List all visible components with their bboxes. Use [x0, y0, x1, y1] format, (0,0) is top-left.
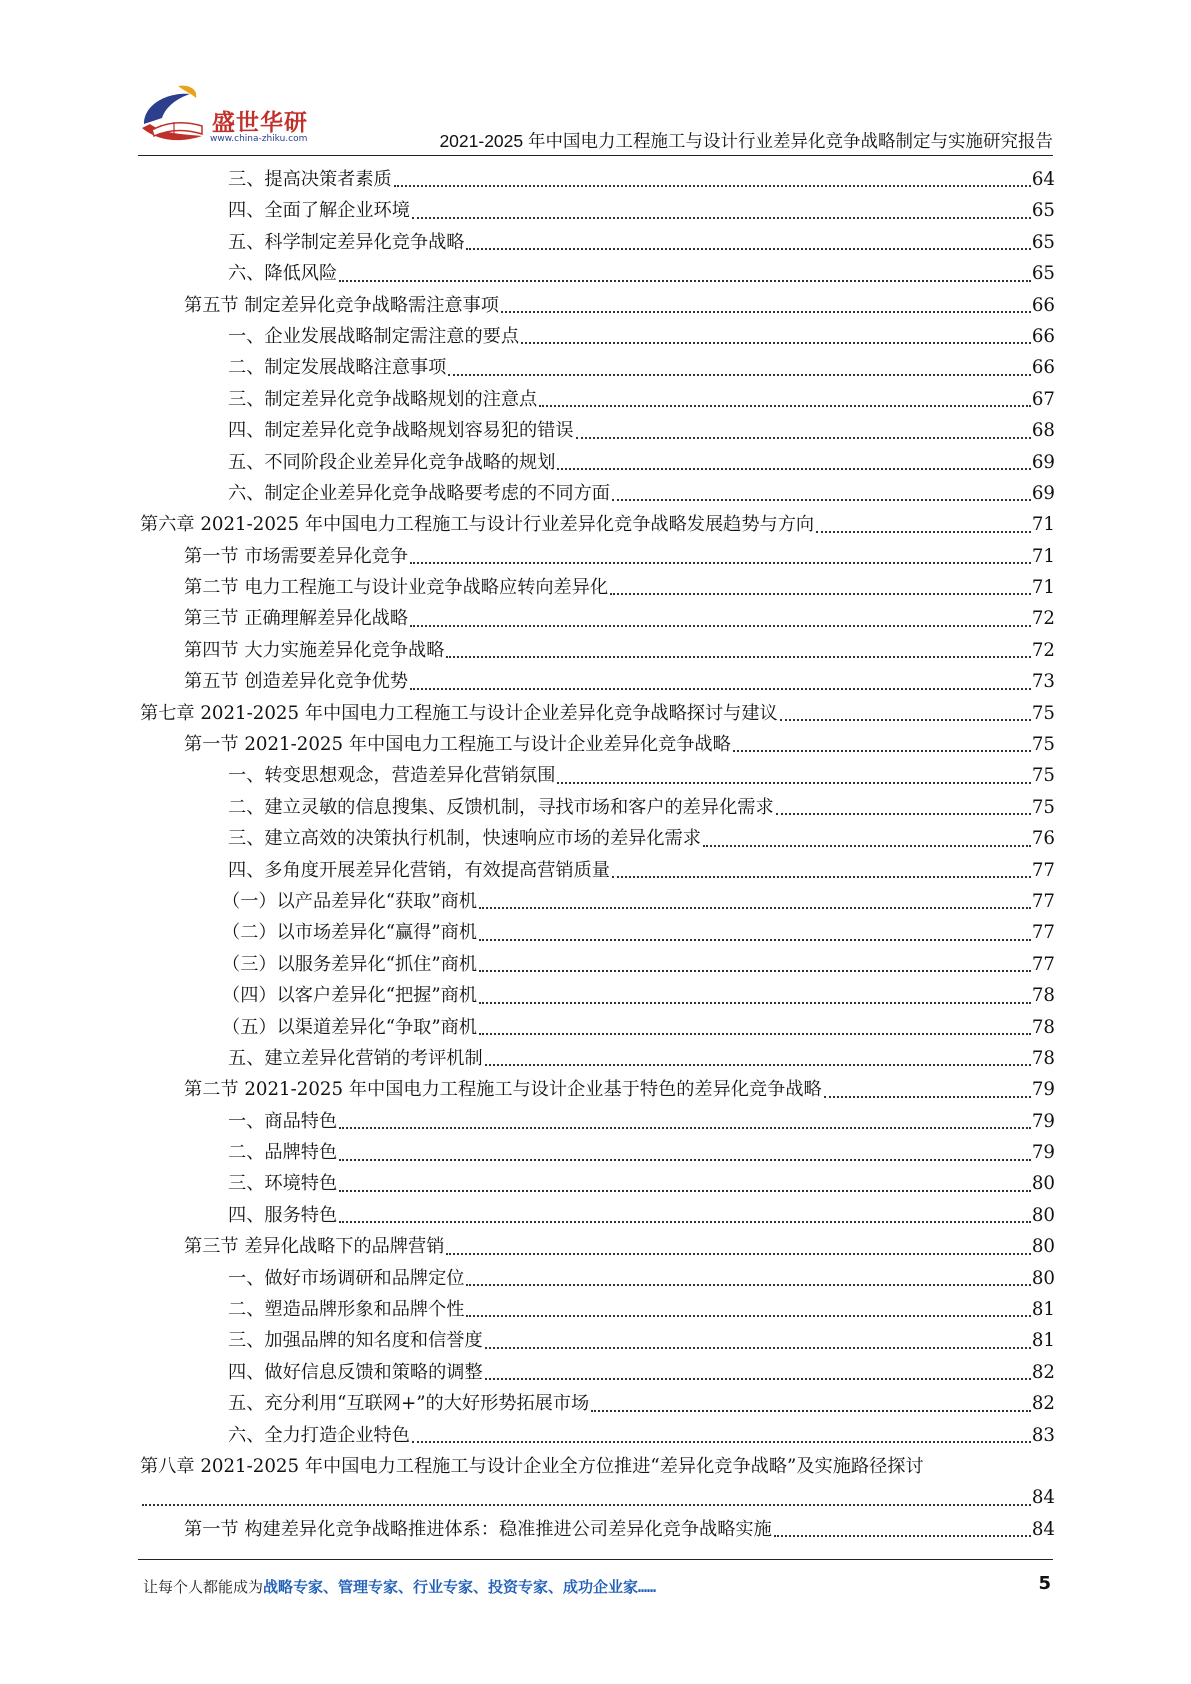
toc-dot-leader: [479, 970, 1031, 972]
toc-entry[interactable]: [140, 886, 1055, 917]
toc-entry-title: 二、品牌特色: [228, 1142, 338, 1164]
toc-entry[interactable]: [140, 447, 1055, 478]
toc-entry-page: 84: [1031, 1487, 1055, 1509]
toc-entry-page: 79: [1031, 1079, 1055, 1101]
toc-dot-leader: [539, 405, 1031, 407]
toc-entry-page: 77: [1031, 859, 1055, 881]
toc-entry-page: 82: [1031, 1361, 1055, 1383]
toc-entry-page: 77: [1031, 953, 1055, 975]
toc-entry-title: 第二节 2021-2025 年中国电力工程施工与设计企业基于特色的差异化竞争战略: [184, 1079, 822, 1101]
toc-entry[interactable]: [140, 352, 1055, 383]
toc-dot-leader: [412, 217, 1031, 219]
toc-entry-title: 三、提高决策者素质: [228, 168, 392, 190]
toc-entry[interactable]: [140, 760, 1055, 791]
toc-dot-leader: [612, 876, 1031, 878]
toc-entry-page: 80: [1031, 1267, 1055, 1289]
toc-dot-leader: [339, 1190, 1031, 1192]
toc-entry[interactable]: [140, 949, 1055, 980]
toc-dot-leader: [485, 1064, 1031, 1066]
footer-divider: [138, 1559, 1053, 1560]
toc-entry[interactable]: [140, 603, 1055, 634]
toc-entry[interactable]: [140, 917, 1055, 948]
toc-entry-title: 第八章 2021-2025 年中国电力工程施工与设计企业全方位推进“差异化竞争战略”及实施路径探讨: [140, 1456, 924, 1477]
toc-entry-title: 五、充分利用“互联网+”的大好形势拓展市场: [228, 1393, 590, 1415]
toc-dot-leader: [733, 750, 1031, 752]
toc-entry-page: 77: [1031, 922, 1055, 944]
toc-entry-title: 五、科学制定差异化竞争战略: [228, 231, 465, 253]
toc-dot-leader: [485, 1378, 1031, 1380]
toc-entry-page: 66: [1031, 357, 1055, 379]
toc-entry-page: 80: [1031, 1236, 1055, 1258]
toc-entry-title: 五、不同阶段企业差异化竞争战略的规划: [228, 451, 556, 473]
header-divider: [138, 155, 1053, 156]
toc-entry-title: 四、多角度开展差异化营销，有效提高营销质量: [228, 859, 610, 881]
toc-entry-page: 66: [1031, 294, 1055, 316]
toc-entry[interactable]: [140, 1012, 1055, 1043]
toc-entry[interactable]: [140, 572, 1055, 603]
toc-entry-page: 78: [1031, 985, 1055, 1007]
toc-dot-leader: [410, 625, 1031, 627]
toc-entry[interactable]: [140, 384, 1055, 415]
toc-dot-leader: [142, 1504, 1031, 1506]
toc-dot-leader: [410, 562, 1031, 564]
footer-slogan-prefix: 让每个人都能成为: [143, 1578, 264, 1596]
toc-dot-leader: [780, 719, 1031, 721]
toc-dot-leader: [466, 1315, 1030, 1317]
toc-entry[interactable]: [140, 1514, 1055, 1545]
toc-entry-title: 第六章 2021-2025 年中国电力工程施工与设计行业差异化竞争战略发展趋势与方向: [140, 514, 815, 536]
toc-entry-page: 65: [1031, 200, 1055, 222]
toc-entry-title: 六、制定企业差异化竞争战略要考虑的不同方面: [228, 482, 610, 504]
toc-entry-page: 81: [1031, 1299, 1055, 1321]
toc-entry-page: 75: [1031, 796, 1055, 818]
toc-entry-title: 三、环境特色: [228, 1173, 338, 1195]
toc-dot-leader: [394, 185, 1031, 187]
toc-entry-page: 71: [1031, 577, 1055, 599]
toc-entry-title: 六、全力打造企业特色: [228, 1424, 410, 1446]
toc-entry[interactable]: [140, 478, 1055, 509]
toc-entry[interactable]: [140, 1231, 1055, 1262]
toc-dot-leader: [776, 813, 1031, 815]
toc-entry-title: （三）以服务差异化“抓住”商机: [222, 953, 478, 975]
page-header: [0, 0, 1191, 160]
toc-entry-page: 71: [1031, 545, 1055, 567]
toc-dot-leader: [774, 1535, 1031, 1537]
toc-dot-leader: [485, 1347, 1031, 1349]
toc-entry-page: 84: [1031, 1518, 1055, 1540]
toc-entry[interactable]: [140, 1263, 1055, 1294]
table-of-contents: [140, 164, 1055, 1545]
toc-entry-title: （四）以客户差异化“把握”商机: [222, 985, 478, 1007]
toc-dot-leader: [479, 1002, 1031, 1004]
toc-entry-title: 二、塑造品牌形象和品牌个性: [228, 1299, 465, 1321]
toc-entry-title: 三、制定差异化竞争战略规划的注意点: [228, 388, 538, 410]
toc-entry[interactable]: [140, 792, 1055, 823]
logo-url: www.china-zhiku.com: [210, 134, 308, 144]
toc-entry-page: 67: [1031, 388, 1055, 410]
toc-entry-page: 75: [1031, 702, 1055, 724]
toc-entry-page: 81: [1031, 1330, 1055, 1352]
toc-entry-page: 79: [1031, 1142, 1055, 1164]
toc-entry-title: 一、做好市场调研和品牌定位: [228, 1267, 465, 1289]
toc-entry-title: 三、加强品牌的知名度和信誉度: [228, 1330, 483, 1352]
toc-dot-leader: [557, 782, 1030, 784]
toc-dot-leader: [824, 1096, 1031, 1098]
toc-dot-leader: [466, 248, 1030, 250]
toc-entry-page: 64: [1031, 168, 1055, 190]
toc-dot-leader: [410, 688, 1031, 690]
toc-entry[interactable]: [140, 729, 1055, 760]
toc-entry[interactable]: [140, 509, 1055, 540]
toc-entry-title: 二、制定发展战略注意事项: [228, 357, 447, 379]
toc-entry-title: 五、建立差异化营销的考评机制: [228, 1047, 483, 1069]
toc-entry[interactable]: [140, 1325, 1055, 1356]
toc-entry-title: 第五节 创造差异化竞争优势: [184, 671, 409, 693]
toc-dot-leader: [448, 374, 1031, 376]
logo-text: 盛世华研: [212, 110, 308, 136]
toc-entry[interactable]: [140, 666, 1055, 697]
toc-dot-leader: [479, 939, 1031, 941]
toc-dot-leader: [501, 311, 1031, 313]
toc-entry[interactable]: [140, 1169, 1055, 1200]
toc-entry-page: 73: [1031, 671, 1055, 693]
toc-entry-page: 76: [1031, 828, 1055, 850]
toc-entry[interactable]: [140, 541, 1055, 572]
toc-entry-title: （一）以产品差异化“获取”商机: [222, 890, 478, 912]
toc-entry[interactable]: [140, 823, 1055, 854]
toc-dot-leader: [479, 907, 1031, 909]
toc-entry-title: 第一节 市场需要差异化竞争: [184, 545, 409, 567]
toc-entry[interactable]: [140, 1200, 1055, 1231]
toc-entry-page: 82: [1031, 1393, 1055, 1415]
toc-dot-leader: [339, 1159, 1031, 1161]
footer-slogan-highlight: 战略专家、管理专家、行业专家、投资专家、成功企业家……: [263, 1578, 657, 1596]
toc-entry-page: 71: [1031, 514, 1055, 536]
toc-entry[interactable]: [140, 855, 1055, 886]
toc-entry-title: 二、建立灵敏的信息搜集、反馈机制，寻找市场和客户的差异化需求: [228, 796, 774, 818]
toc-entry-page: 75: [1031, 734, 1055, 756]
toc-entry-page: 65: [1031, 263, 1055, 285]
toc-entry-title: 第三节 正确理解差异化战略: [184, 608, 409, 630]
toc-entry-page: 75: [1031, 765, 1055, 787]
toc-dot-leader: [339, 280, 1031, 282]
toc-entry-page: 65: [1031, 231, 1055, 253]
toc-entry-title: 第七章 2021-2025 年中国电力工程施工与设计企业差异化竞争战略探讨与建议: [140, 702, 778, 724]
toc-entry-title: （五）以渠道差异化“争取”商机: [222, 1016, 478, 1038]
toc-entry-title: 第四节 大力实施差异化竞争战略: [184, 639, 445, 661]
toc-entry-title: 三、建立高效的决策执行机制，快速响应市场的差异化需求: [228, 828, 701, 850]
toc-entry[interactable]: [140, 635, 1055, 666]
toc-dot-leader: [339, 1221, 1031, 1223]
toc-dot-leader: [412, 1441, 1031, 1443]
toc-entry-page: 78: [1031, 1016, 1055, 1038]
toc-entry-title: 四、制定差异化竞争战略规划容易犯的错误: [228, 420, 574, 442]
toc-entry-page: 80: [1031, 1173, 1055, 1195]
toc-dot-leader: [610, 593, 1031, 595]
toc-entry-title: 第一节 构建差异化竞争战略推进体系：稳准推进公司差异化竞争战略实施: [184, 1518, 772, 1540]
toc-dot-leader: [612, 499, 1031, 501]
toc-entry-page: 69: [1031, 451, 1055, 473]
toc-entry-title: 四、全面了解企业环境: [228, 200, 410, 222]
toc-entry[interactable]: [140, 1482, 1055, 1513]
toc-entry[interactable]: [140, 1420, 1055, 1451]
toc-dot-leader: [557, 468, 1030, 470]
toc-dot-leader: [576, 437, 1031, 439]
toc-entry[interactable]: [140, 415, 1055, 446]
toc-dot-leader: [339, 1127, 1031, 1129]
toc-entry-title: 一、转变思想观念，营造差异化营销氛围: [228, 765, 556, 787]
toc-entry-title: 一、商品特色: [228, 1110, 338, 1132]
toc-entry-title: 一、企业发展战略制定需注意的要点: [228, 325, 520, 347]
toc-dot-leader: [703, 845, 1031, 847]
toc-entry-page: 72: [1031, 639, 1055, 661]
toc-entry-title: 四、服务特色: [228, 1204, 338, 1226]
toc-entry-page: 78: [1031, 1047, 1055, 1069]
toc-entry-page: 69: [1031, 482, 1055, 504]
toc-entry[interactable]: [140, 1388, 1055, 1419]
toc-entry[interactable]: [140, 321, 1055, 352]
toc-dot-leader: [446, 656, 1030, 658]
toc-entry-title: （二）以市场差异化“赢得”商机: [222, 922, 478, 944]
toc-entry-page: 80: [1031, 1204, 1055, 1226]
toc-entry-title: 六、降低风险: [228, 263, 338, 285]
toc-entry-page: 79: [1031, 1110, 1055, 1132]
toc-entry-title: 第一节 2021-2025 年中国电力工程施工与设计企业差异化竞争战略: [184, 734, 731, 756]
toc-entry-title: 第二节 电力工程施工与设计业竞争战略应转向差异化: [184, 577, 609, 599]
toc-entry[interactable]: [140, 980, 1055, 1011]
toc-entry-page: 72: [1031, 608, 1055, 630]
toc-entry[interactable]: [140, 290, 1055, 321]
toc-entry-title: 四、做好信息反馈和策略的调整: [228, 1361, 483, 1383]
toc-entry[interactable]: [140, 227, 1055, 258]
toc-dot-leader: [466, 1284, 1030, 1286]
toc-entry[interactable]: [140, 1294, 1055, 1325]
toc-entry-title: 第三节 差异化战略下的品牌营销: [184, 1236, 445, 1258]
report-title: 2021-2025 年中国电力工程施工与设计行业差异化竞争战略制定与实施研究报告: [439, 131, 1053, 151]
toc-dot-leader: [446, 1253, 1030, 1255]
footer-slogan: [143, 1576, 656, 1597]
toc-entry[interactable]: [140, 258, 1055, 289]
toc-entry[interactable]: [140, 698, 1055, 729]
toc-dot-leader: [521, 342, 1031, 344]
toc-entry[interactable]: [140, 164, 1055, 195]
page-number: 5: [1038, 1573, 1051, 1594]
toc-entry[interactable]: [140, 195, 1055, 226]
toc-entry[interactable]: [140, 1043, 1055, 1074]
toc-entry-page: 83: [1031, 1424, 1055, 1446]
toc-entry[interactable]: [140, 1074, 1055, 1105]
toc-entry-title: 第五节 制定差异化竞争战略需注意事项: [184, 294, 499, 316]
toc-entry[interactable]: [140, 1106, 1055, 1137]
toc-dot-leader: [479, 1033, 1031, 1035]
toc-entry[interactable]: [140, 1357, 1055, 1388]
toc-dot-leader: [591, 1410, 1031, 1412]
toc-entry-page: 68: [1031, 420, 1055, 442]
toc-entry[interactable]: [140, 1137, 1055, 1168]
toc-dot-leader: [816, 531, 1031, 533]
toc-entry-page: 77: [1031, 890, 1055, 912]
toc-entry[interactable]: [140, 1451, 1055, 1482]
toc-entry-page: 66: [1031, 325, 1055, 347]
